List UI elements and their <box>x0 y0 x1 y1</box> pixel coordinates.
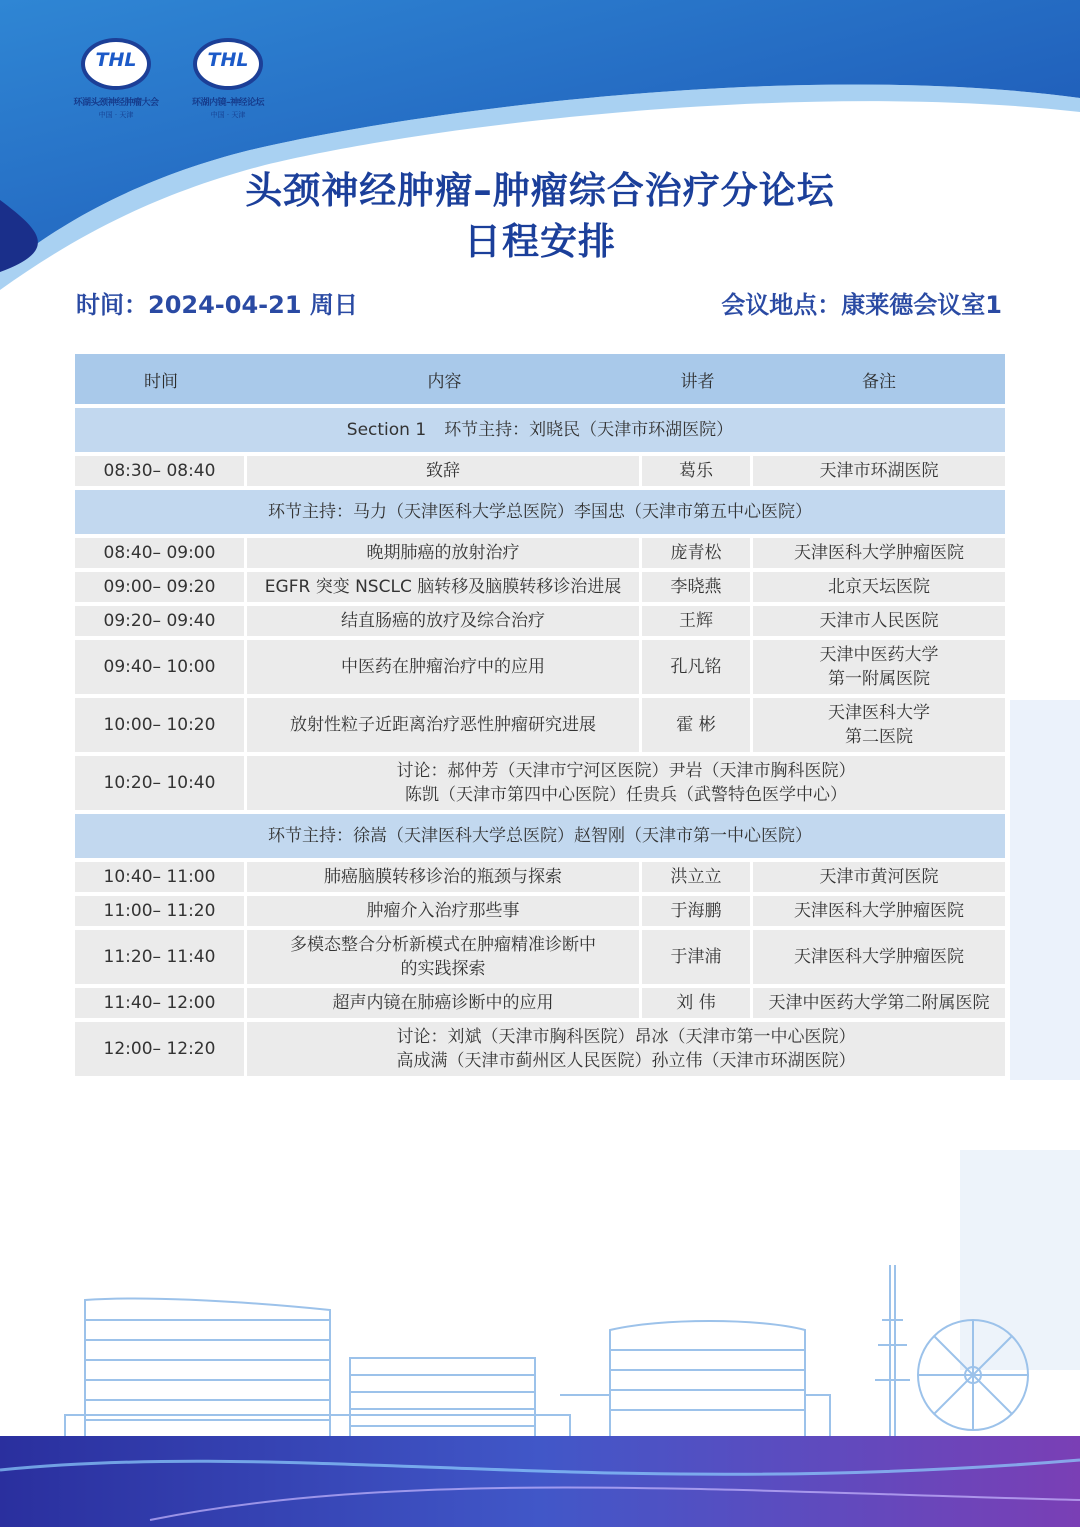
cell-note <box>753 640 1005 698</box>
cell-content-line: 的实践探索 <box>400 959 486 979</box>
cell-time: 11:40– 12:00 <box>75 988 247 1022</box>
cell-time: 09:40– 10:00 <box>75 640 247 698</box>
cell-speaker: 王辉 <box>642 606 753 640</box>
table-row <box>75 930 1005 988</box>
cell-content: 结直肠癌的放疗及综合治疗 <box>247 606 642 640</box>
discussion-line: 高成满（天津市蓟州区人民医院）孙立伟（天津市环湖医院） <box>396 1051 856 1071</box>
cell-time: 10:40– 11:00 <box>75 862 247 896</box>
cell-time: 10:20– 10:40 <box>75 756 247 814</box>
cell-note-line: 第一附属医院 <box>828 669 930 689</box>
forum-logo-mark: THL <box>193 38 263 90</box>
section-row <box>75 408 1005 456</box>
cell-speaker: 于海鹏 <box>642 896 753 930</box>
cell-note: 天津医科大学肿瘤医院 <box>753 896 1005 930</box>
cell-time: 08:40– 09:00 <box>75 538 247 572</box>
section-row <box>75 814 1005 862</box>
cell-content: 致辞 <box>247 456 642 490</box>
cell-note: 北京天坛医院 <box>753 572 1005 606</box>
logo-forum-location: 中国 · 天津 <box>210 111 246 119</box>
event-time: 时间：2024-04-21 周日 <box>76 291 358 319</box>
table-row <box>75 1022 1005 1080</box>
cell-content <box>247 930 642 988</box>
cell-note: 天津医科大学肿瘤医院 <box>753 538 1005 572</box>
logo-conference <box>70 38 162 120</box>
table-row <box>75 572 1005 606</box>
section-1-host <box>75 408 1005 456</box>
cell-speaker: 李晓燕 <box>642 572 753 606</box>
discussion-line: 讨论：刘斌（天津市胸科医院）昂冰（天津市第一中心医院） <box>396 1027 856 1047</box>
page-title: 头颈神经肿瘤–肿瘤综合治疗分论坛 <box>245 169 835 212</box>
cell-speaker: 葛乐 <box>642 456 753 490</box>
logo-forum <box>182 38 274 120</box>
cell-content-line: 多模态整合分析新模式在肿瘤精准诊断中 <box>290 935 596 955</box>
cell-note-line: 天津中医药大学 <box>819 645 939 665</box>
cell-content: 肿瘤介入治疗那些事 <box>247 896 642 930</box>
section-label: Section 1 <box>346 420 427 440</box>
conference-logo-mark: THL <box>81 38 151 90</box>
logo-conference-name: 环湖头颈神经肿瘤大会 <box>73 98 159 108</box>
cell-time: 12:00– 12:20 <box>75 1022 247 1080</box>
discussion-line: 讨论：郝仲芳（天津市宁河区医院）尹岩（天津市胸科医院） <box>396 761 856 781</box>
cell-speaker: 孔凡铭 <box>642 640 753 698</box>
cell-discussion <box>247 756 1005 814</box>
logo-conference-location: 中国 · 天津 <box>98 111 134 119</box>
cell-speaker: 洪立立 <box>642 862 753 896</box>
cell-note-line: 天津医科大学 <box>828 703 930 723</box>
section-2-host: 环节主持：马力（天津医科大学总医院）李国忠（天津市第五中心医院） <box>75 490 1005 538</box>
cell-discussion <box>247 1022 1005 1080</box>
logo-forum-name: 环湖内镜–神经论坛 <box>191 98 264 108</box>
table-row <box>75 606 1005 640</box>
table-row <box>75 640 1005 698</box>
cell-time: 09:00– 09:20 <box>75 572 247 606</box>
table-header-row <box>75 354 1005 408</box>
cell-time: 09:20– 09:40 <box>75 606 247 640</box>
cell-content: 放射性粒子近距离治疗恶性肿瘤研究进展 <box>247 698 642 756</box>
cell-time: 10:00– 10:20 <box>75 698 247 756</box>
cell-content: 肺癌脑膜转移诊治的瓶颈与探索 <box>247 862 642 896</box>
column-header-content: 内容 <box>247 354 642 408</box>
event-venue: 会议地点：康莱德会议室1 <box>721 291 1002 319</box>
cell-speaker: 刘 伟 <box>642 988 753 1022</box>
section-host: 环节主持：刘晓民（天津市环湖医院） <box>444 420 734 440</box>
schedule-table <box>75 354 1005 1080</box>
table-row <box>75 988 1005 1022</box>
section-row <box>75 490 1005 538</box>
cell-note: 天津市环湖医院 <box>753 456 1005 490</box>
column-header-note: 备注 <box>753 354 1005 408</box>
logo-group <box>70 38 274 120</box>
cell-speaker: 于津浦 <box>642 930 753 988</box>
cell-time: 11:00– 11:20 <box>75 896 247 930</box>
cell-content: 晚期肺癌的放射治疗 <box>247 538 642 572</box>
cell-content: 中医药在肿瘤治疗中的应用 <box>247 640 642 698</box>
cell-content: EGFR 突变 NSCLC 脑转移及脑膜转移诊治进展 <box>247 572 642 606</box>
section-3-host: 环节主持：徐嵩（天津医科大学总医院）赵智刚（天津市第一中心医院） <box>75 814 1005 862</box>
cell-time: 08:30– 08:40 <box>75 456 247 490</box>
cell-note: 天津市人民医院 <box>753 606 1005 640</box>
discussion-line: 陈凯（天津市第四中心医院）任贵兵（武警特色医学中心） <box>405 785 847 805</box>
cell-note <box>753 698 1005 756</box>
cell-note: 天津中医药大学第二附属医院 <box>753 988 1005 1022</box>
cell-note-line: 第二医院 <box>845 727 913 747</box>
page-subtitle: 日程安排 <box>464 220 616 263</box>
cell-note: 天津医科大学肿瘤医院 <box>753 930 1005 988</box>
cell-speaker: 庞青松 <box>642 538 753 572</box>
table-row <box>75 698 1005 756</box>
cell-note: 天津市黄河医院 <box>753 862 1005 896</box>
table-row <box>75 896 1005 930</box>
table-row <box>75 456 1005 490</box>
table-row <box>75 538 1005 572</box>
table-row <box>75 756 1005 814</box>
table-row <box>75 862 1005 896</box>
column-header-time: 时间 <box>75 354 247 408</box>
cell-time: 11:20– 11:40 <box>75 930 247 988</box>
cell-content: 超声内镜在肺癌诊断中的应用 <box>247 988 642 1022</box>
cell-speaker: 霍 彬 <box>642 698 753 756</box>
column-header-speaker: 讲者 <box>642 354 753 408</box>
